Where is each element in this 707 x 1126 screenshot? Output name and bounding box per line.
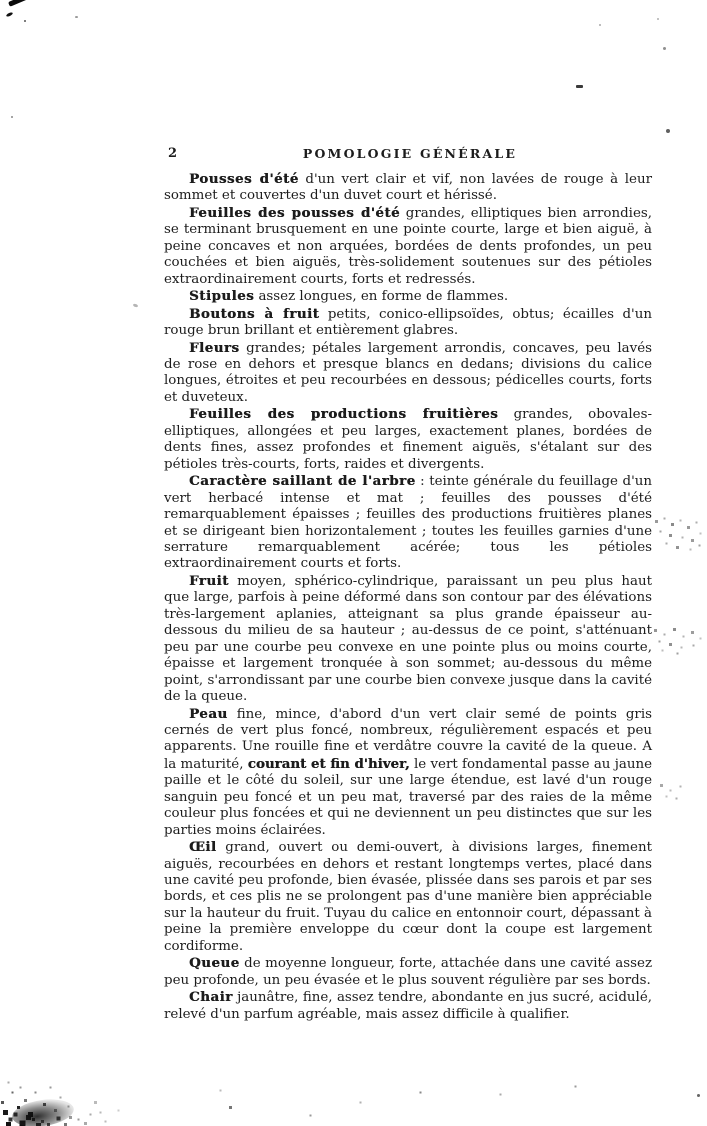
paragraph-caractere-saillant-de-larbre bbox=[164, 473, 652, 573]
ink-speck bbox=[576, 85, 583, 88]
pen-stroke-tail-mark bbox=[6, 12, 14, 18]
paragraph-text: moyen, sphérico-cylindrique, paraissant un peu plus haut que large, parfois à peine déformé dans son contour par des élévations très-largement aplanies, atteignant sa plus grande épaisseur au-dessous du milieu de sa hauteur ; au-dessus de ce point, s'atténuant peu par une courbe peu convexe en une pointe plus ou moins courte, épaisse et largement tronquée à son sommet; au-dessous du même point, s'arrondissant par une courbe bien convexe jusque dans la cavité de la queue. bbox=[164, 573, 652, 705]
ink-blot bbox=[10, 1096, 75, 1126]
paragraph-lead-term: Feuilles des productions fruitières bbox=[189, 406, 499, 423]
paragraph-lead-term: Peau bbox=[189, 705, 228, 722]
scan-smudge-bottom-left bbox=[0, 1062, 1, 1063]
paragraph-peau bbox=[164, 706, 652, 840]
paragraph-pousses-dete bbox=[164, 171, 652, 205]
paragraph-text: grandes, obovales-elliptiques, allongées et peu larges, exactement planes, bordées de dents fines, assez profondes et finement aiguës, s'étalant sur des pétioles très-courts, forts, raides et divergents. bbox=[164, 407, 652, 472]
paragraph-text: : teinte générale du feuillage d'un vert herbacé intense et mat ; feuilles des pousses d'été remarquablement épaisses ; feuilles des productions fruitières planes et se dirigeant bien horizontalement ; toutes les feuilles garnies d'une serrature remarquablement acérée; tous les pétioles extraordinairement courts et forts. bbox=[164, 474, 652, 572]
paragraph-text: d'un vert clair et vif, non lavées de rouge à leur sommet et couvertes d'un duvet court et hérissé. bbox=[164, 172, 652, 204]
pen-stroke-mark bbox=[8, 0, 43, 7]
paragraph-lead-term: Stipules bbox=[189, 288, 255, 305]
ink-speck bbox=[663, 47, 666, 50]
paragraph-text: assez longues, en forme de flammes. bbox=[254, 289, 509, 305]
paragraph-bold-phrase: courant et fin d'hiver, bbox=[247, 755, 410, 772]
paragraph-lead-term: Fleurs bbox=[189, 339, 240, 356]
paragraph-lead-term: Feuilles des pousses d'été bbox=[189, 204, 401, 221]
paragraph-text: jaunâtre, fine, assez tendre, abondante en jus sucré, acidulé, relevé d'un parfum agréable, mais assez difficile à qualifier. bbox=[164, 990, 652, 1022]
paragraph-feuilles-pousses-dete bbox=[164, 205, 652, 288]
paragraph-text: petits, conico-ellipsoïdes, obtus; écailles d'un rouge brun brillant et entièrement glabres. bbox=[164, 306, 652, 339]
running-title: POMOLOGIE GÉNÉRALE bbox=[302, 146, 518, 161]
paragraph-text: de moyenne longueur, forte, attachée dans une cavité assez peu profonde, un peu évasée et le plus souvent régulière par ses bords. bbox=[164, 956, 652, 988]
text-block bbox=[164, 171, 652, 1023]
ink-speck bbox=[599, 24, 601, 26]
paragraph-text: le vert fondamental passe au jaune paille et le côté du soleil, sur une large étendue, est lavé d'un rouge sanguin peu foncé et un peu mat, traversé par des raies de la même couleur plus foncées et qui ne deviennent un peu distinctes que sur les parties moins éclairées. bbox=[164, 756, 653, 838]
paragraph-lead-term: Queue bbox=[189, 955, 240, 972]
paragraph-text: fine, mince, d'abord d'un vert clair semé de points gris cernés de vert plus foncé, nombreux, régulièrement espacés et peu apparents. Une rouille fine et verdâtre couvre la cavité de la queue. A la maturité, bbox=[164, 706, 652, 772]
paragraph-fruit bbox=[164, 573, 652, 706]
ink-speck bbox=[697, 1094, 700, 1097]
ink-speck bbox=[133, 303, 139, 308]
paragraph-lead-term: Caractère saillant de l'arbre bbox=[189, 473, 416, 490]
paragraph-text: grand, ouvert ou demi-ouvert, à divisions larges, finement aiguës, recourbées en dehors et restant longtemps vertes, placé dans une cavité peu profonde, bien évasée, plissée dans ses parois et par ses bords, et ces plis ne se prolongent pas d'une manière bien appréciable sur la hauteur du fruit. Tuyau du calice en entonnoir court, dépassant à peine la première enveloppe du cœur dont la coupe est largement cordiforme. bbox=[164, 840, 652, 954]
ink-speck bbox=[11, 116, 13, 118]
paragraph-oeil bbox=[164, 839, 652, 955]
ink-speck bbox=[24, 20, 26, 22]
paragraph-text: grandes; pétales largement arrondis, concaves, peu lavés de rose en dehors et presque blancs en dedans; divisions du calice longues, étroites et peu recourbées en dessous; pédicelles courts, forts et duveteux. bbox=[164, 340, 652, 405]
paragraph-lead-term: Pousses d'été bbox=[189, 171, 299, 187]
paragraph-boutons-a-fruit bbox=[164, 306, 652, 340]
paragraph-lead-term: Chair bbox=[189, 989, 233, 1006]
paragraph-text: grandes, elliptiques bien arrondies, se terminant brusquement en une pointe courte, large et bien aiguë, à peine concaves et non arquées, bordées de dents profondes, un peu couchées et bien aiguës, très-solidement soutenues sur des pétioles extraordinairement courts, forts et redressés. bbox=[164, 205, 653, 287]
ink-speck bbox=[666, 129, 670, 133]
paragraph-fleurs bbox=[164, 340, 652, 407]
ink-speck bbox=[75, 16, 78, 18]
scan-smudge-right-mid bbox=[658, 782, 659, 783]
paragraph-lead-term: Boutons à fruit bbox=[189, 305, 320, 322]
page-number: 2 bbox=[168, 146, 178, 161]
ink-speck bbox=[657, 18, 659, 20]
paragraph-feuilles-productions-fruitieres bbox=[164, 406, 652, 473]
scan-speckle-bottom bbox=[200, 1080, 201, 1081]
scan-smudge-right-upper bbox=[652, 515, 653, 516]
paragraph-lead-term: Œil bbox=[189, 839, 217, 856]
paragraph-queue bbox=[164, 955, 652, 989]
paragraph-stipules bbox=[164, 288, 652, 305]
page-header bbox=[164, 146, 652, 161]
paragraph-lead-term: Fruit bbox=[189, 572, 229, 589]
paragraph-chair bbox=[164, 989, 652, 1023]
